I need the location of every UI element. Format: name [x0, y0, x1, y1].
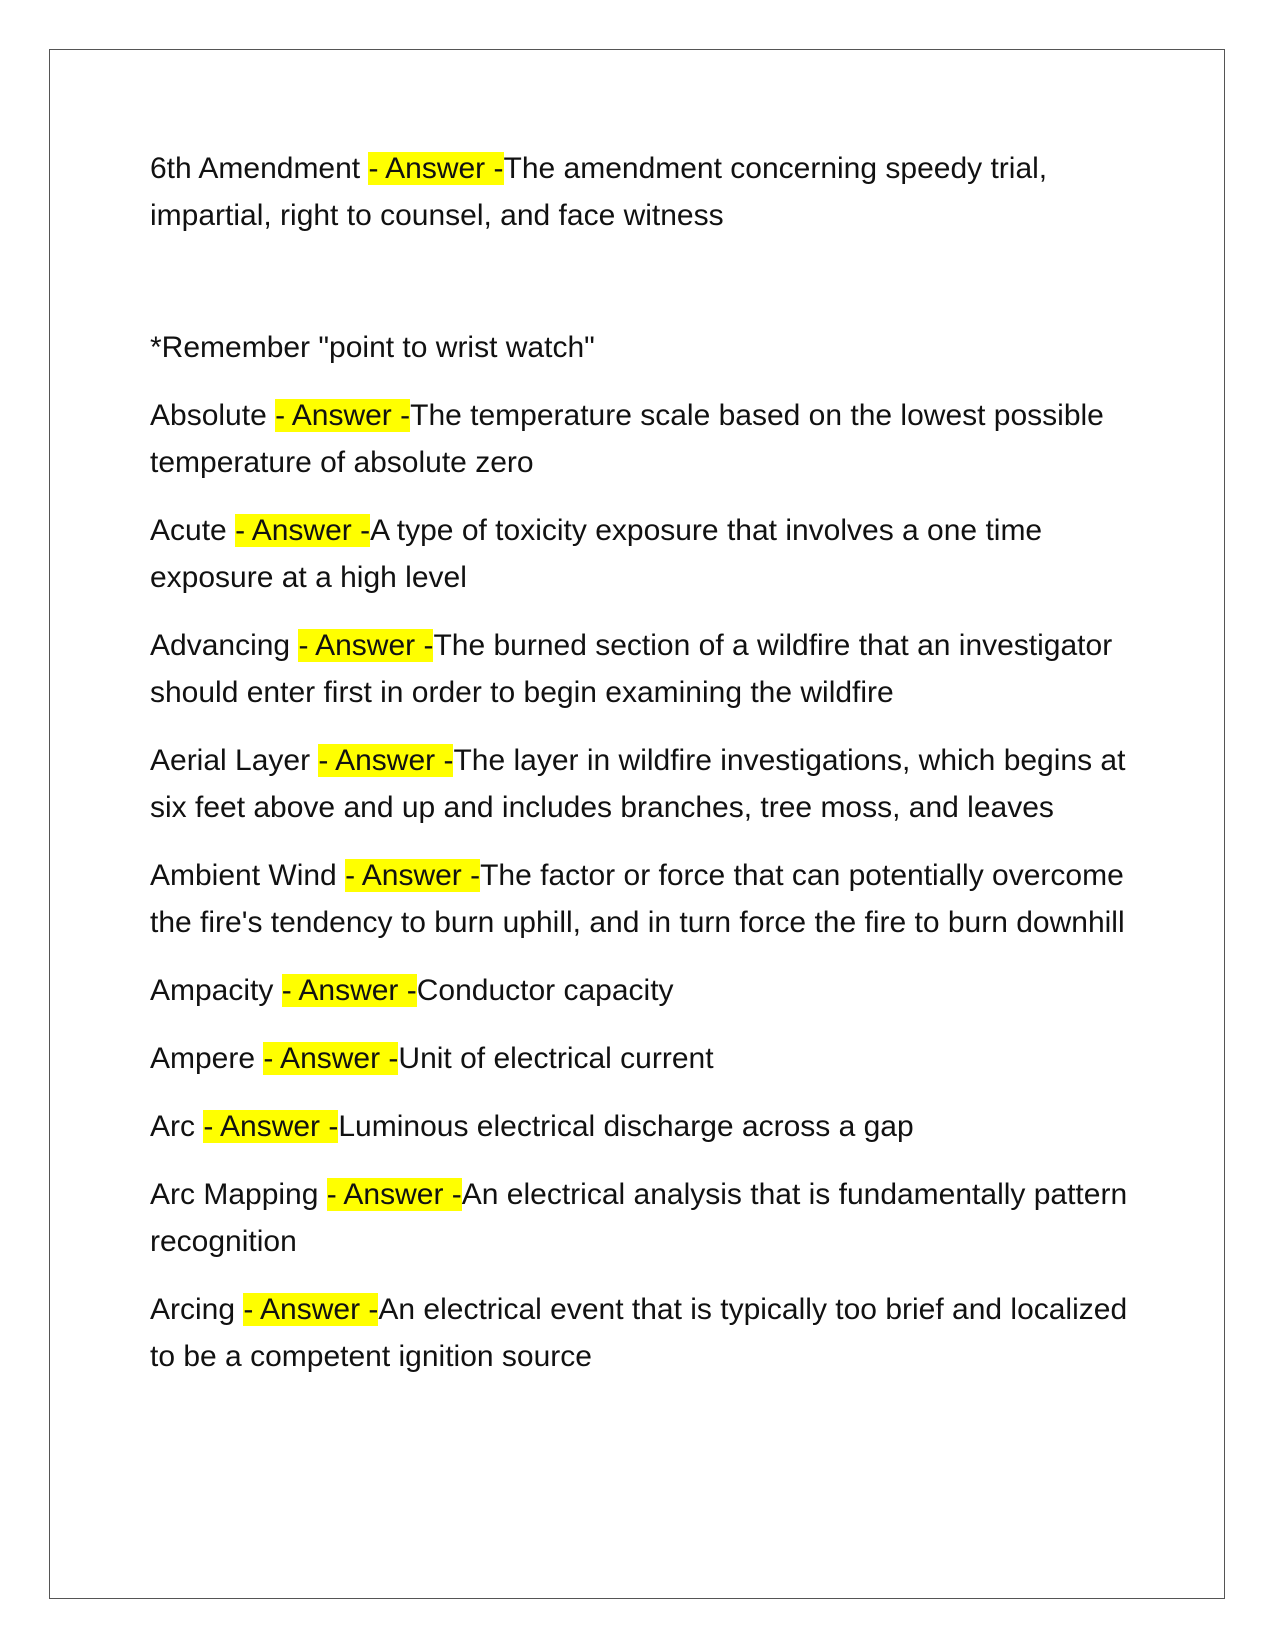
answer-marker: - Answer -: [235, 514, 371, 547]
entry-advancing: [150, 622, 1130, 716]
answer-marker: - Answer -: [263, 1042, 399, 1075]
entry-term: Absolute: [150, 399, 276, 432]
entry-term: Ambient Wind: [150, 859, 346, 892]
answer-marker: - Answer -: [345, 859, 481, 892]
answer-marker: - Answer -: [243, 1293, 379, 1326]
entry-definition: Unit of electrical current: [398, 1042, 714, 1075]
answer-marker: - Answer -: [281, 974, 417, 1007]
entry-definition: Conductor capacity: [416, 974, 674, 1007]
entry-term: Advancing: [150, 629, 299, 662]
entry-term: Acute: [150, 514, 236, 547]
entry-aerial-layer: [150, 737, 1130, 831]
entry-acute: [150, 507, 1130, 601]
entry-ampacity: [150, 967, 1130, 1014]
entry-arc: [150, 1103, 1130, 1150]
entry-term: Arc Mapping: [150, 1178, 327, 1211]
entry-definition: The layer in wildfire investigations, which begins at six feet above and up and includes branches, tree moss, and leaves: [150, 744, 1126, 824]
answer-marker: - Answer -: [368, 152, 504, 185]
answer-marker: - Answer -: [298, 629, 434, 662]
entry-term: Aerial Layer: [150, 744, 319, 777]
entry-definition: A type of toxicity exposure that involves a one time exposure at a high level: [150, 514, 1043, 594]
entry-term: Arc: [150, 1110, 204, 1143]
entry-term: Ampacity: [150, 974, 282, 1007]
entry-absolute: [150, 392, 1130, 486]
entry-definition: An electrical analysis that is fundamentally pattern recognition: [150, 1178, 1128, 1258]
entry-arcing: [150, 1286, 1130, 1380]
entry-definition: Luminous electrical discharge across a gap: [338, 1110, 914, 1143]
entry-term: Ampere: [150, 1042, 264, 1075]
entry-definition: The factor or force that can potentially overcome the fire's tendency to burn uphill, and in turn force the fire to burn downhill: [150, 859, 1125, 939]
entry-definition: An electrical event that is typically too brief and localized to be a competent ignition source: [150, 1293, 1128, 1373]
entry-remember-note: [150, 324, 1130, 371]
entry-definition: *Remember "point to wrist watch": [150, 331, 595, 364]
answer-marker: - Answer -: [203, 1110, 339, 1143]
entry-definition: The amendment concerning speedy trial, impartial, right to counsel, and face witness: [150, 152, 1048, 232]
answer-marker: - Answer -: [326, 1178, 462, 1211]
entry-definition: The temperature scale based on the lowest possible temperature of absolute zero: [150, 399, 1104, 479]
entry-term: Arcing: [150, 1293, 244, 1326]
document-body: [150, 145, 1130, 1401]
entry-arc-mapping: [150, 1171, 1130, 1265]
entry-term: 6th Amendment: [150, 152, 369, 185]
entry-6th-amendment: [150, 145, 1130, 239]
entry-ambient-wind: [150, 852, 1130, 946]
answer-marker: - Answer -: [318, 744, 454, 777]
entry-definition: The burned section of a wildfire that an investigator should enter first in order to begin examining the wildfire: [150, 629, 1113, 709]
entry-ampere: [150, 1035, 1130, 1082]
answer-marker: - Answer -: [275, 399, 411, 432]
